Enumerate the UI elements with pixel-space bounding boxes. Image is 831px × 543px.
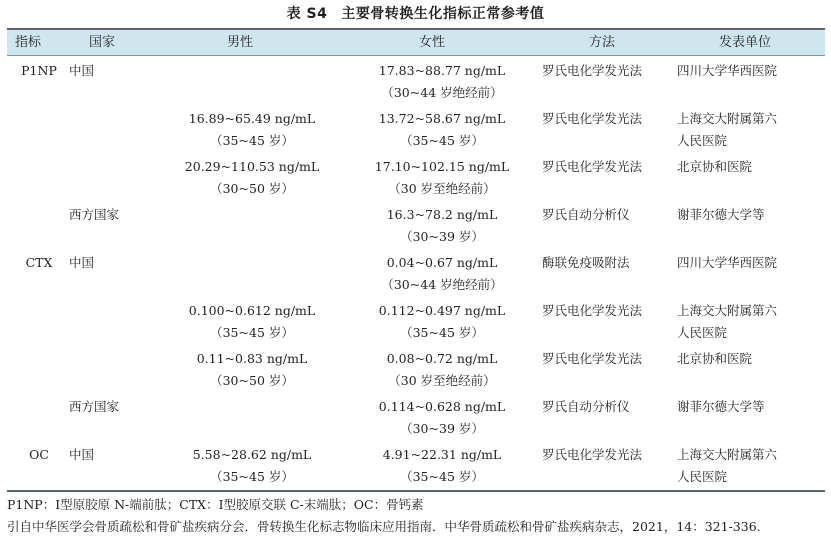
header-female: 女性 — [419, 35, 446, 50]
publisher-line1: 上海交大附属第六 — [677, 303, 778, 318]
table-row — [7, 204, 825, 252]
male-age: （35~45 岁） — [210, 325, 294, 340]
female-range: 13.72~58.67 ng/mL — [378, 111, 506, 126]
female-range: 17.10~102.15 ng/mL — [374, 159, 510, 174]
cell-female — [357, 204, 527, 248]
female-age: （30~39 岁） — [400, 421, 484, 436]
header-method: 方法 — [589, 35, 616, 50]
table-row — [7, 396, 825, 444]
cell-country: 西方国家 — [69, 207, 120, 222]
header-publisher: 发表单位 — [719, 35, 772, 50]
cell-male — [167, 108, 337, 152]
cell-method: 罗氏电化学发光法 — [542, 159, 643, 174]
cell-indicator: CTX — [25, 255, 53, 270]
table-title — [0, 4, 831, 24]
publisher-line1: 北京协和医院 — [677, 159, 753, 174]
publisher-line1: 北京协和医院 — [677, 351, 753, 366]
header-country: 国家 — [89, 35, 116, 50]
cell-publisher — [677, 156, 807, 178]
cell-female — [357, 108, 527, 152]
female-age: （35~45 岁） — [400, 469, 484, 484]
cell-female — [357, 156, 527, 200]
cell-method: 酶联免疫吸附法 — [542, 255, 630, 270]
cell-publisher — [677, 300, 807, 344]
female-range: 0.112~0.497 ng/mL — [378, 303, 506, 318]
cell-publisher — [677, 396, 807, 418]
reference-table — [7, 28, 825, 490]
female-age: （30 岁至绝经前） — [388, 181, 496, 196]
cell-female — [357, 396, 527, 440]
female-range: 0.08~0.72 ng/mL — [386, 351, 498, 366]
cell-female — [357, 444, 527, 488]
cell-country: 西方国家 — [69, 399, 120, 414]
abbreviations-note: P1NP：Ⅰ型原胶原 N-端前肽；CTX：Ⅰ型胶原交联 C-末端肽；OC：骨钙素 — [7, 497, 424, 512]
cell-publisher — [677, 60, 807, 82]
cell-male — [167, 156, 337, 200]
cell-publisher — [677, 252, 807, 274]
female-range: 17.83~88.77 ng/mL — [378, 63, 506, 78]
cell-country: 中国 — [69, 63, 95, 78]
female-age: （30~39 岁） — [400, 229, 484, 244]
cell-publisher — [677, 348, 807, 370]
male-range: 16.89~65.49 ng/mL — [188, 111, 316, 126]
male-range: 0.100~0.612 ng/mL — [188, 303, 316, 318]
publisher-line2: 人民医院 — [677, 469, 728, 484]
male-age: （30~50 岁） — [210, 373, 294, 388]
table-row — [7, 444, 825, 492]
male-range: 20.29~110.53 ng/mL — [184, 159, 320, 174]
cell-method: 罗氏电化学发光法 — [542, 63, 643, 78]
cell-female — [357, 252, 527, 296]
table-row — [7, 156, 825, 204]
male-age: （30~50 岁） — [210, 181, 294, 196]
cell-country: 中国 — [69, 255, 95, 270]
female-age: （35~45 岁） — [400, 133, 484, 148]
female-age: （30~44 岁绝经前） — [381, 277, 503, 292]
male-range: 5.58~28.62 ng/mL — [192, 447, 312, 462]
cell-publisher — [677, 444, 807, 488]
cell-publisher — [677, 204, 807, 226]
table-row — [7, 300, 825, 348]
table-number: 表 S4 — [286, 6, 328, 22]
table-row — [7, 348, 825, 396]
female-range: 4.91~22.31 ng/mL — [382, 447, 502, 462]
cell-method: 罗氏电化学发光法 — [542, 351, 643, 366]
cell-publisher — [677, 108, 807, 152]
publisher-line1: 四川大学华西医院 — [677, 63, 778, 78]
table-notes — [7, 494, 831, 538]
cell-male — [167, 300, 337, 344]
female-age: （30 岁至绝经前） — [388, 373, 496, 388]
cell-indicator: OC — [29, 447, 49, 462]
publisher-line1: 谢菲尔德大学等 — [677, 207, 765, 222]
header-indicator: 指标 — [15, 35, 42, 50]
table-body — [7, 56, 825, 490]
table-bottom-rule — [7, 490, 825, 492]
cell-method: 罗氏电化学发光法 — [542, 111, 643, 126]
female-range: 16.3~78.2 ng/mL — [386, 207, 498, 222]
cell-method: 罗氏自动分析仪 — [542, 399, 630, 414]
table-header — [7, 28, 825, 56]
table-row — [7, 60, 825, 108]
table-row — [7, 252, 825, 300]
cell-male — [167, 444, 337, 488]
cell-male — [167, 348, 337, 392]
header-male: 男性 — [227, 35, 254, 50]
cell-indicator: P1NP — [21, 63, 57, 78]
female-range: 0.04~0.67 ng/mL — [386, 255, 498, 270]
female-age: （30~44 岁绝经前） — [381, 85, 503, 100]
publisher-line1: 上海交大附属第六 — [677, 111, 778, 126]
publisher-line1: 四川大学华西医院 — [677, 255, 778, 270]
male-age: （35~45 岁） — [210, 469, 294, 484]
publisher-line1: 谢菲尔德大学等 — [677, 399, 765, 414]
cell-method: 罗氏电化学发光法 — [542, 447, 643, 462]
publisher-line2: 人民医院 — [677, 133, 728, 148]
publisher-line1: 上海交大附属第六 — [677, 447, 778, 462]
cell-method: 罗氏自动分析仪 — [542, 207, 630, 222]
source-citation: 引自中华医学会骨质疏松和骨矿盐疾病分会．骨转换生化标志物临床应用指南．中华骨质疏松和骨矿盐疾病杂志，2021，14：321-336. — [7, 519, 761, 534]
cell-female — [357, 60, 527, 104]
cell-female — [357, 348, 527, 392]
cell-country: 中国 — [69, 447, 95, 462]
table-caption: 主要骨转换生化指标正常参考值 — [341, 6, 545, 22]
male-age: （35~45 岁） — [210, 133, 294, 148]
female-range: 0.114~0.628 ng/mL — [378, 399, 506, 414]
male-range: 0.11~0.83 ng/mL — [196, 351, 308, 366]
cell-method: 罗氏电化学发光法 — [542, 303, 643, 318]
female-age: （35~45 岁） — [400, 325, 484, 340]
publisher-line2: 人民医院 — [677, 325, 728, 340]
cell-female — [357, 300, 527, 344]
table-row — [7, 108, 825, 156]
